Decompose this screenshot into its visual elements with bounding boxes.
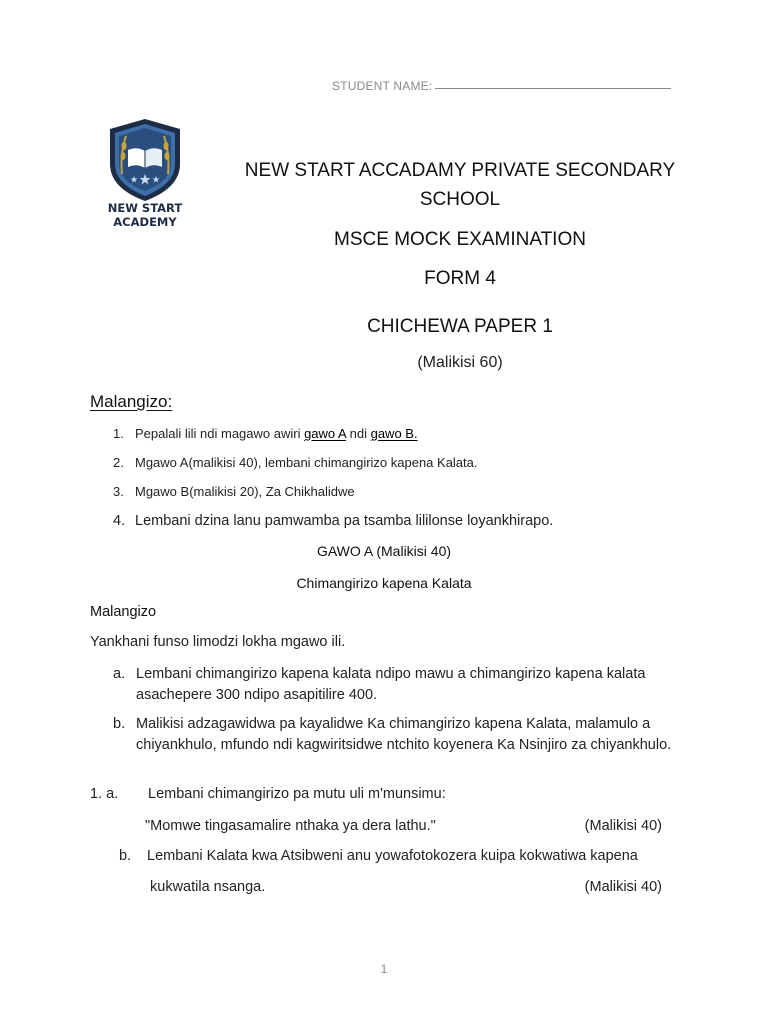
question-1a-topic: "Momwe tingasamalire nthaka ya dera lathu." [145,818,436,834]
exam-title: MSCE MOCK EXAMINATION [334,229,586,250]
rule-item-b [113,714,683,756]
question-1b [119,848,638,864]
instruction-text: Lembani dzina lanu pamwamba pa tsamba lililonse loyankhirapo. [135,513,554,529]
section-a-heading: GAWO A (Malikisi 40) [316,543,452,559]
school-name [210,156,710,214]
instruction-item-2 [113,455,478,470]
instruction-number: 4. [113,513,126,529]
instruction-emphasis: gawo B. [370,426,418,441]
question-1a [90,786,446,802]
student-name-field [332,79,671,93]
question-text: Lembani chimangirizo pa mutu uli m'munsimu: [148,786,446,802]
rule-text: Lembani chimangirizo kapena kalata ndipo mawu a chimangirizo kapena kalata asachepere 300 ndipo asapitilire 400. [136,666,646,703]
logo-text-line2: ACADEMY [113,215,177,229]
instruction-item-4 [113,513,553,529]
rule-text: Malikisi adzagawidwa pa kayalidwe Ka chimangirizo kapena Kalata, malamulo a chiyankhulo, mfundo ndi kagwiritsidwe ntchito koyenera Ka Nsinjiro za chiyankhulo. [136,716,672,753]
total-marks: (Malikisi 60) [417,354,503,371]
page-number: 1 [380,962,388,976]
form-title: FORM 4 [424,268,496,289]
student-name-label: STUDENT NAME: [332,79,433,93]
logo-text-line1: NEW START [107,201,183,215]
question-text: Lembani Kalata kwa Atsibweni anu yowafotokozera kuipa kokwatiwa kapena [147,848,638,864]
question-1b-marks: (Malikisi 40) [584,879,662,895]
instruction-item-3 [113,484,355,499]
question-number: 1. a. [90,786,119,802]
rule-label: a. [113,666,126,682]
section-a-intro: Yankhani funso limodzi lokha mgawo ili. [90,634,346,650]
instruction-item-1 [113,426,418,441]
instruction-number: 1. [113,426,124,441]
rule-label: b. [113,716,126,732]
school-name-line2: SCHOOL [419,189,501,210]
instruction-number: 3. [113,484,124,499]
question-1a-marks: (Malikisi 40) [584,818,662,834]
instructions-heading: Malangizo: [90,392,173,411]
paper-title: CHICHEWA PAPER 1 [367,316,553,337]
question-label: b. [119,848,132,864]
instruction-text: Mgawo A(malikisi 40), lembani chimangirizo kapena Kalata. [135,455,478,470]
instruction-emphasis: gawo A [304,426,347,441]
question-1b-continuation: kukwatila nsanga. [150,879,266,895]
rule-item-a [113,664,683,706]
section-a-subheading: Chimangirizo kapena Kalata [296,575,472,591]
shield-emblem-icon [100,116,190,204]
section-a-instructions-heading: Malangizo [90,604,157,620]
instruction-text: ndi [346,426,371,441]
instruction-text: Mgawo B(malikisi 20), Za Chikhalidwe [135,484,355,499]
student-name-line [435,88,671,89]
school-name-line1: NEW START ACCADAMY PRIVATE SECONDARY [244,160,676,181]
instruction-number: 2. [113,455,124,470]
school-logo [100,116,190,234]
instruction-text: Pepalali lili ndi magawo awiri [135,426,305,441]
